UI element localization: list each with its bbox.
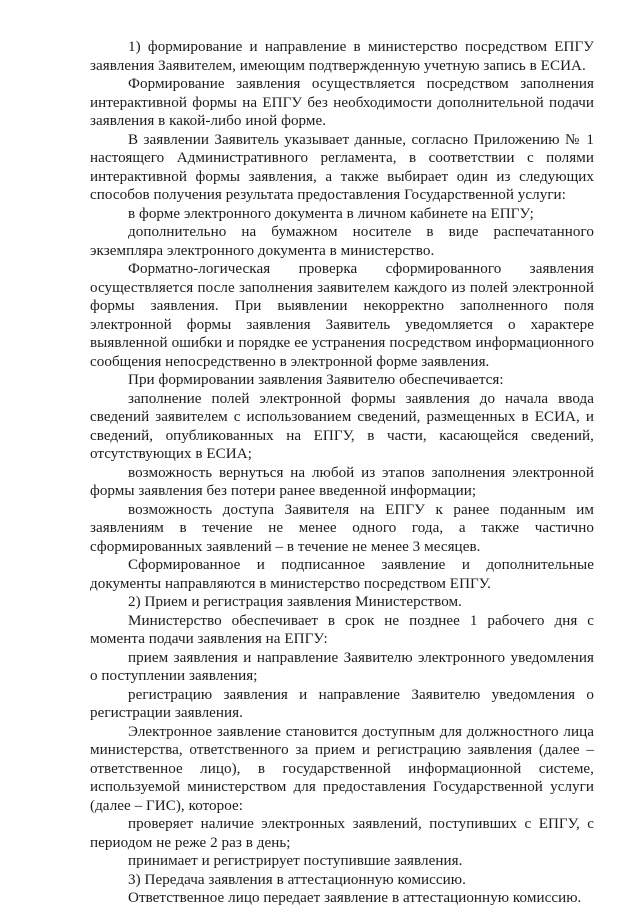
paragraph-transfer-commission: Ответственное лицо передает заявление в аттестационную комиссию. <box>128 890 582 906</box>
paragraph-responsible-person: Электронное заявление становится доступным для должностного лица министерства, ответственного за прием и регистрацию заявления (далее – ответственное лицо), в государственной информационной системе, используемой министерством для предоставления Государственной услуги (далее – ГИС), которое: <box>90 723 594 814</box>
paragraph-receipt-notice: прием заявления и направление Заявителю электронного уведомления о поступлении заявления; <box>90 649 594 684</box>
paragraph-return-stages: возможность вернуться на любой из этапов заполнения электронной формы заявления без потери ранее введенной информации; <box>90 464 594 499</box>
paragraph-registration-notice: регистрацию заявления и направление Заявителю уведомления о регистрации заявления. <box>90 686 594 721</box>
document-body <box>90 38 594 908</box>
paragraph-provided-intro: При формировании заявления Заявителю обеспечивается: <box>128 372 504 388</box>
paragraph-step-3: 3) Передача заявления в аттестационную комиссию. <box>128 871 466 888</box>
paragraph-option-paper: дополнительно на бумажном носителе в виде распечатанного экземпляра электронного документа в министерство. <box>90 224 594 259</box>
paragraph-form-filling: Формирование заявления осуществляется посредством заполнения интерактивной формы на ЕПГУ без необходимости дополнительной подачи заявления в какой-либо иной форме. <box>90 76 594 129</box>
paragraph-option-electronic: в форме электронного документа в личном кабинете на ЕПГУ; <box>128 205 534 222</box>
paragraph-applicant-data: В заявлении Заявитель указывает данные, согласно Приложению № 1 настоящего Административного регламента, в соответствии с полями интерактивной формы заявления, а также выбирает один из следующих способов получения результата предоставления Государственной услуги: <box>90 131 594 203</box>
paragraph-step-1: 1) формирование и направление в министерство посредством ЕПГУ заявления Заявителем, имеющим подтвержденную учетную запись в ЕСИА. <box>90 39 594 74</box>
paragraph-ministry-deadline: Министерство обеспечивает в срок не позднее 1 рабочего дня с момента подачи заявления на ЕПГУ: <box>90 612 594 647</box>
paragraph-format-check: Форматно-логическая проверка сформированного заявления осуществляется после заполнения заявителем каждого из полей электронной формы заявления. При выявлении некорректно заполненного поля электронной формы заявления Заявитель уведомляется о характере выявленной ошибки и порядке ее устранения посредством информационного сообщения непосредственно в электронной форме заявления. <box>90 261 594 370</box>
paragraph-check-applications: проверяет наличие электронных заявлений, поступивших с ЕПГУ, с периодом не реже 2 раз в день; <box>90 816 594 851</box>
paragraph-step-2: 2) Прием и регистрация заявления Министерством. <box>128 594 462 610</box>
paragraph-accept-register: принимает и регистрирует поступившие заявления. <box>128 853 463 869</box>
paragraph-access-history: возможность доступа Заявителя на ЕПГУ к ранее поданным им заявлениям в течение не менее одного года, а также частично сформированных заявлений – в течение не менее 3 месяцев. <box>90 501 594 555</box>
paragraph-autofill: заполнение полей электронной формы заявления до начала ввода сведений заявителем с использованием сведений, размещенных в ЕСИА, и сведений, опубликованных на ЕПГУ, в части, касающейся сведений, отсутствующих в ЕСИА; <box>90 390 594 462</box>
paragraph-sent-documents: Сформированное и подписанное заявление и дополнительные документы направляются в министерство посредством ЕПГУ. <box>90 557 594 592</box>
